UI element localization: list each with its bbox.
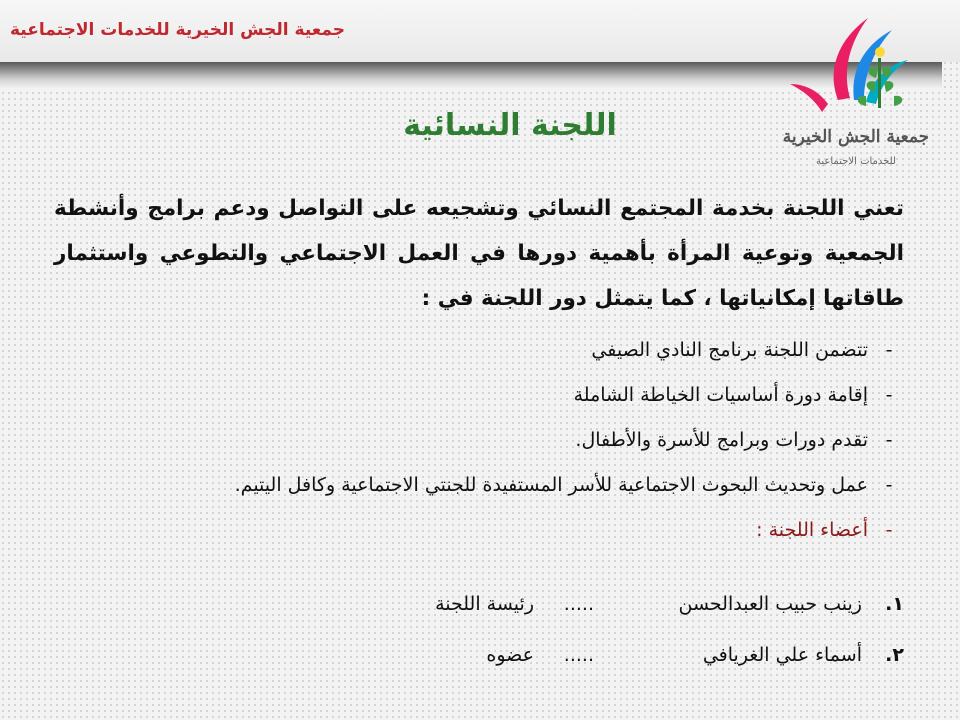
list-item [54,420,898,460]
logo-graphic [768,8,928,178]
member-name: أسماء علي الغريافي [702,644,862,666]
member-name: زينب حبيب العبدالحسن [678,593,862,615]
member-number: ١. [885,593,904,615]
bullet-dash: - [885,519,893,541]
list-item [54,330,898,370]
bullet-dash: - [885,429,893,451]
member-dots: ..... [563,644,594,666]
list-item [54,375,898,415]
list-item-text: تقدم دورات وبرامج للأسرة والأطفال. [575,429,868,451]
organization-logo [768,8,928,178]
bullet-dash: - [885,339,893,361]
list-item-text: تتضمن اللجنة برنامج النادي الصيفي [591,339,868,361]
member-number: ٢. [885,644,904,666]
member-role: رئيسة اللجنة [435,593,534,615]
slide-title: اللجنة النسائية [403,108,617,143]
list-item-text: عمل وتحديث البحوث الاجتماعية للأسر المستفيدة للجنتي الاجتماعية وكافل اليتيم. [234,474,868,496]
logo-text-sub: للخدمات الاجتماعية [816,156,896,167]
member-role: عضوه [486,644,534,666]
member-row [44,593,904,629]
logo-text-main: جمعية الجش الخيرية [782,127,928,147]
bullet-dash: - [885,474,893,496]
member-row [44,644,904,680]
role-list [54,330,898,555]
list-item [54,465,898,505]
bullet-dash: - [885,384,893,406]
org-name: جمعية الجش الخيرية للخدمات الاجتماعية [10,20,346,40]
list-item-text: إقامة دورة أساسيات الخياطة الشاملة [573,384,868,406]
intro-paragraph: تعني اللجنة بخدمة المجتمع النسائي وتشجيعه على التواصل ودعم برامج وأنشطة الجمعية وتوعية المرأة بأهمية دورها في العمل الاجتماعي والتطوعي واستثمار طاقاتها إمكانياتها ، كما يتمثل دور اللجنة في : [54,196,904,311]
members-heading-item [54,510,898,550]
member-dots: ..... [563,593,594,615]
members-heading: أعضاء اللجنة : [756,519,868,541]
